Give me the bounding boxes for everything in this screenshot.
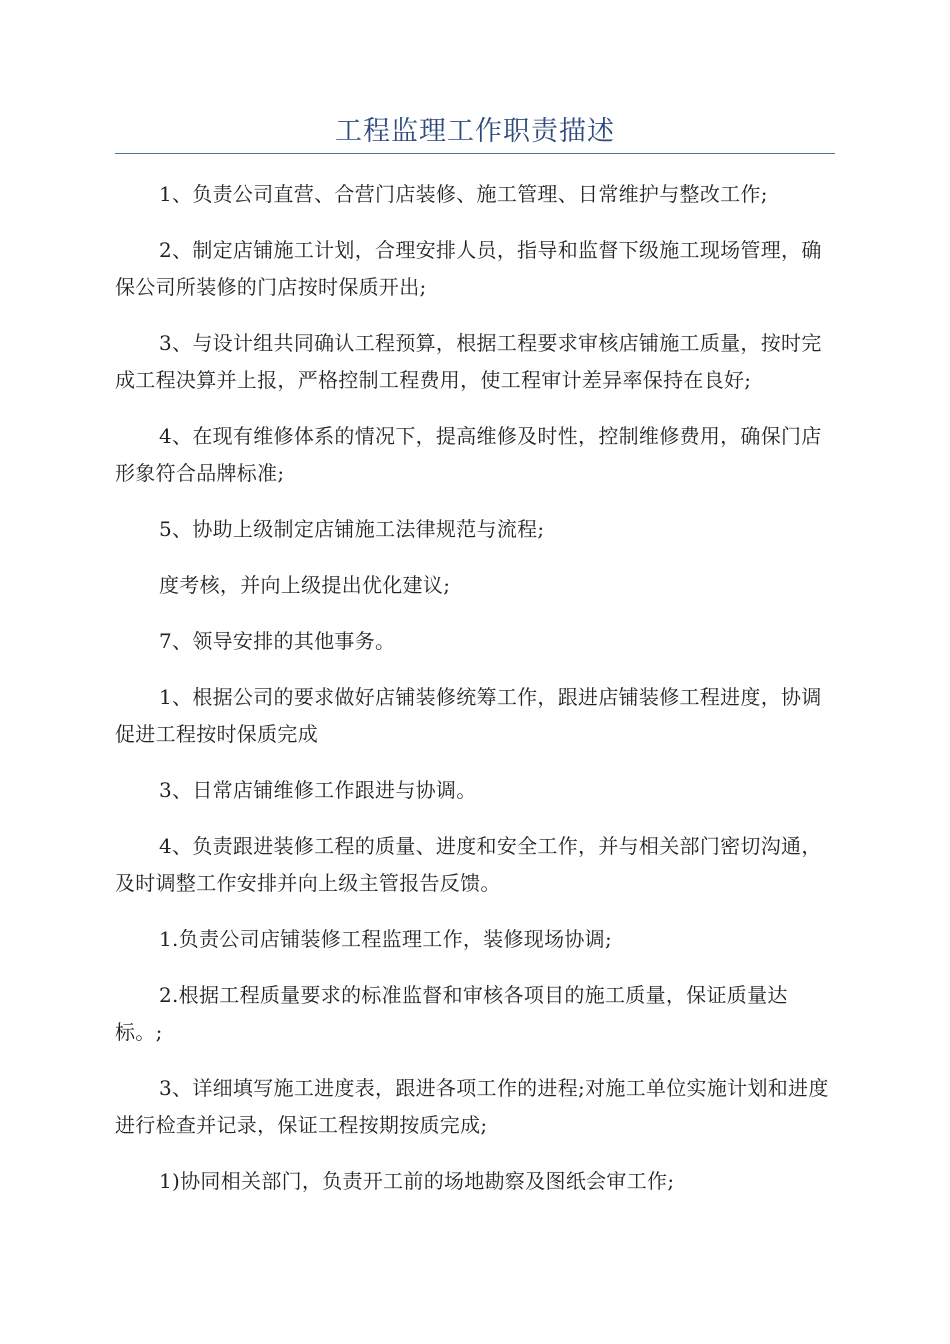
document-title: 工程监理工作职责描述 [335, 116, 615, 147]
paragraph: 1)协同相关部门，负责开工前的场地勘察及图纸会审工作; [159, 1169, 675, 1193]
paragraph: 5、协助上级制定店铺施工法律规范与流程; [159, 517, 545, 541]
document-body [115, 176, 835, 1219]
paragraph: 1.负责公司店铺装修工程监理工作，装修现场协调; [159, 927, 613, 951]
paragraph: 2、制定店铺施工计划，合理安排人员，指导和监督下级施工现场管理，确保公司所装修的门店按时保质开出; [115, 238, 822, 299]
paragraph: 1、负责公司直营、合营门店装修、施工管理、日常维护与整改工作; [159, 182, 768, 206]
paragraph: 7、领导安排的其他事务。 [159, 629, 396, 653]
paragraph: 3、详细填写施工进度表，跟进各项工作的进程;对施工单位实施计划和进度进行检查并记录，保证工程按期按质完成; [115, 1076, 829, 1137]
title-underline [115, 153, 835, 154]
paragraph: 4、在现有维修体系的情况下，提高维修及时性，控制维修费用，确保门店形象符合品牌标准; [115, 424, 822, 485]
paragraph: 3、与设计组共同确认工程预算，根据工程要求审核店铺施工质量，按时完成工程决算并上报，严格控制工程费用，使工程审计差异率保持在良好; [115, 331, 822, 392]
paragraph: 2.根据工程质量要求的标准监督和审核各项目的施工质量，保证质量达标。; [115, 983, 788, 1044]
paragraph: 3、日常店铺维修工作跟进与协调。 [159, 778, 477, 802]
paragraph: 度考核，并向上级提出优化建议; [159, 573, 451, 597]
paragraph: 1、根据公司的要求做好店铺装修统筹工作，跟进店铺装修工程进度，协调促进工程按时保质完成 [115, 685, 822, 746]
paragraph: 4、负责跟进装修工程的质量、进度和安全工作，并与相关部门密切沟通，及时调整工作安排并向上级主管报告反馈。 [115, 834, 822, 895]
